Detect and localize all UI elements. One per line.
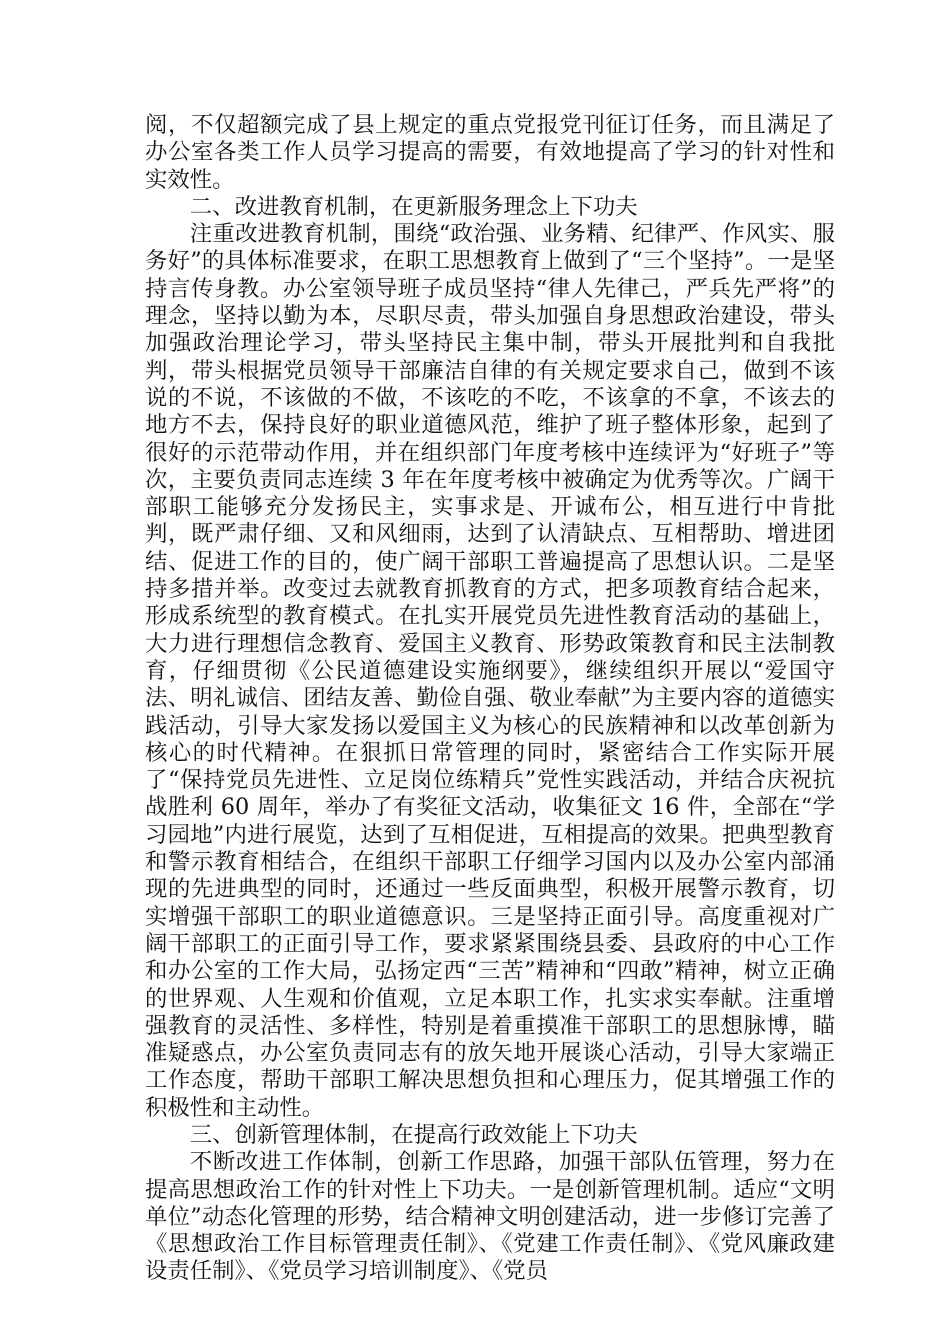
paragraph-section-3-body: 不断改进工作体制，创新工作思路，加强干部队伍管理，努力在提高思想政治工作的针对性上下功夫。一是创新管理机制。适应“文明单位”动态化管理的形势，结合精神文明创建活动，进一步修订完善了《思想政治工作目标管理责任制》、《党建工作责任制》、《党风廉政建设责任制》、《党员学习培训制度》、《党员 [145,1149,835,1285]
paragraph-section-2-body: 注重改进教育机制，围绕“政治强、业务精、纪律严、作风实、服务好”的具体标准要求，在职工思想教育上做到了“三个坚持”。一是坚持言传身教。办公室领导班子成员坚持“律人先律己，严兵先严将”的理念，坚持以勤为本，尽职尽责，带头加强自身思想政治建设，带头加强政治理论学习，带头坚持民主集中制，带头开展批判和自我批判，带头根据党员领导干部廉洁自律的有关规定要求自己，做到不该说的不说，不该做的不做，不该吃的不吃，不该拿的不拿，不该去的地方不去，保持良好的职业道德风范，维护了班子整体形象，起到了很好的示范带动作用，并在组织部门年度考核中连续评为“好班子”等次，主要负责同志连续 3 年在年度考核中被确定为优秀等次。广阔干部职工能够充分发扬民主，实事求是、开诚布公，相互进行中肯批判，既严肃仔细、又和风细雨，达到了认清缺点、互相帮助、增进团结、促进工作的目的，使广阔干部职工普遍提高了思想认识。二是坚持多措并举。改变过去就教育抓教育的方式，把多项教育结合起来，形成系统型的教育模式。在扎实开展党员先进性教育活动的基础上，大力进行理想信念教育、爱国主义教育、形势政策教育和民主法制教育，仔细贯彻《公民道德建设实施纲要》，继续组织开展以“爱国守法、明礼诚信、团结友善、勤俭自强、敬业奉献”为主要内容的道德实践活动，引导大家发扬以爱国主义为核心的民族精神和以改革创新为核心的时代精神。在狠抓日常管理的同时，紧密结合工作实际开展了“保持党员先进性、立足岗位练精兵”党性实践活动，并结合庆祝抗战胜利 60 周年，举办了有奖征文活动，收集征文 16 件，全部在“学习园地”内进行展览，达到了互相促进，互相提高的效果。把典型教育和警示教育相结合，在组织干部职工仔细学习国内以及办公室内部涌现的先进典型的同时，还通过一些反面典型，积极开展警示教育，切实增强干部职工的职业道德意识。三是坚持正面引导。高度重视对广阔干部职工的正面引导工作，要求紧紧围绕县委、县政府的中心工作和办公室的工作大局，弘扬定西“三苦”精神和“四敢”精神，树立正确的世界观、人生观和价值观，立足本职工作，扎实求实奉献。注重增强教育的灵活性、多样性，特别是着重摸准干部职工的思想脉博，瞄准疑惑点，办公室负责同志有的放矢地开展谈心活动，引导大家端正工作态度，帮助干部职工解决思想负担和心理压力，促其增强工作的积极性和主动性。 [145,221,835,1121]
paragraph-continuation: 阅，不仅超额完成了县上规定的重点党报党刊征订任务，而且满足了办公室各类工作人员学习提高的需要，有效地提高了学习的针对性和实效性。 [145,112,835,193]
section-heading-3: 三、创新管理体制，在提高行政效能上下功夫 [189,1121,638,1148]
section-heading-2: 二、改进教育机制，在更新服务理念上下功夫 [189,193,638,220]
document-body [145,112,835,1286]
